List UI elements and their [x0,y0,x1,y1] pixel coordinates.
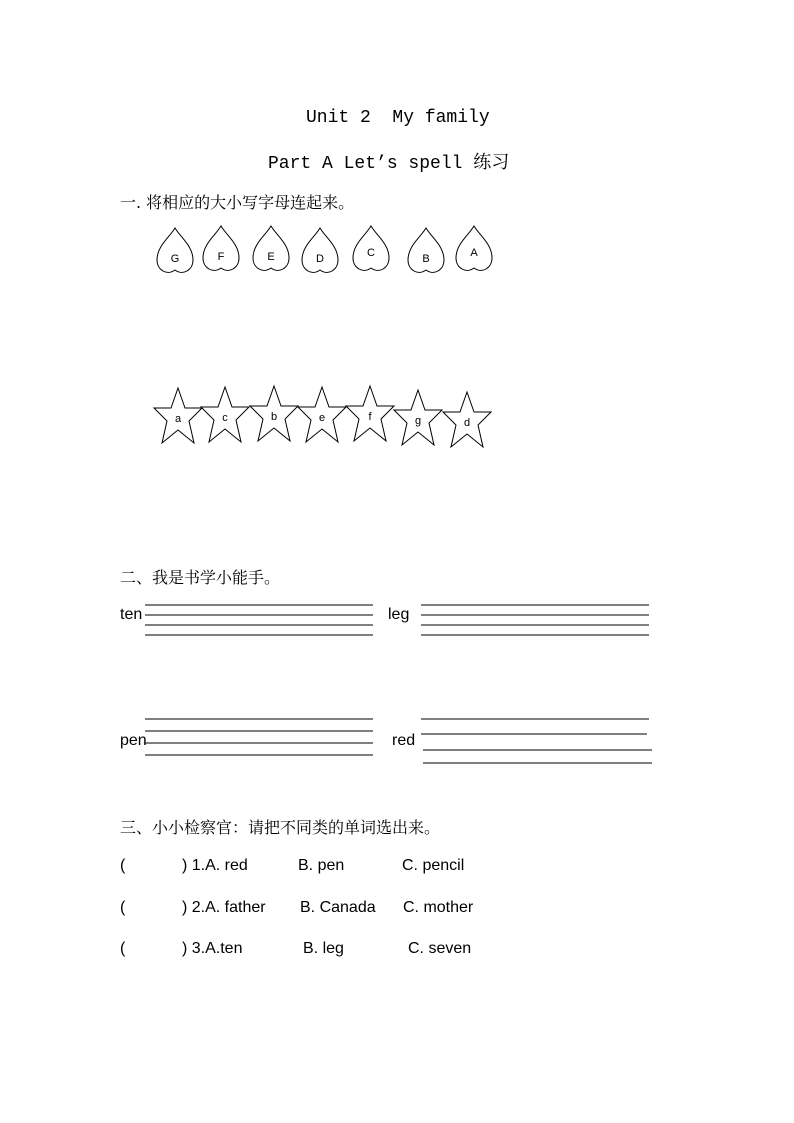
section2-heading: 二、我是书学小能手。 [120,568,281,587]
star-letter-e: e [318,412,326,424]
heart-shape-d[interactable] [302,228,338,272]
word-red: red [392,732,416,749]
star-letter-c: c [222,412,228,424]
star-letter-f: f [368,411,372,423]
star-letter-g: g [414,415,422,427]
section3-heading: 三、小小检察官：请把不同类的单词选出来。 [120,818,441,837]
star-shape-e[interactable] [298,387,346,442]
page-title: Unit 2 My family [306,108,490,128]
star-shape-a[interactable] [154,388,202,443]
star-shape-b[interactable] [250,386,298,441]
question-3-option-a: ) 3.A.ten [182,940,243,957]
question-1-option-c: C. pencil [402,857,465,874]
writing-lines-ten[interactable] [143,600,375,640]
heart-shape-g[interactable] [157,228,193,272]
heart-letter-e: E [267,251,275,263]
star-letters [150,380,500,460]
writing-lines-pen[interactable] [143,714,375,760]
heart-letter-c: C [367,247,375,259]
star-letter-a: a [174,413,182,425]
writing-lines-leg[interactable] [419,600,651,640]
page-subtitle: Part A Let’s spell 练习 [268,154,510,174]
question-3-option-c: C. seven [408,940,472,957]
question-3-option-b: B. leg [303,940,344,957]
heart-shape-b[interactable] [408,228,444,272]
star-letter-b: b [270,411,278,423]
heart-letters [150,222,500,282]
writing-lines-red[interactable] [419,714,655,768]
star-shape-f[interactable] [346,386,394,441]
word-leg: leg [388,606,410,623]
star-shape-g[interactable] [394,390,442,445]
heart-letter-f: F [217,251,225,263]
section1-heading: 一. 将相应的大小写字母连起来。 [120,193,355,212]
heart-shape-e[interactable] [253,226,289,270]
heart-letter-d: D [316,253,324,265]
heart-letter-g: G [170,253,180,265]
star-shape-c[interactable] [201,387,249,442]
heart-letter-a: A [470,247,478,259]
word-ten: ten [120,606,143,623]
star-letter-d: d [463,417,471,429]
answer-paren-1[interactable]: ( [120,857,126,874]
question-2-option-b: B. Canada [300,899,376,916]
question-1-option-a: ) 1.A. red [182,857,248,874]
heart-shape-f[interactable] [203,226,239,270]
answer-paren-3[interactable]: ( [120,940,126,957]
answer-paren-2[interactable]: ( [120,899,126,916]
heart-shape-a[interactable] [456,226,492,270]
word-pen: pen [120,732,147,749]
question-2-option-a: ) 2.A. father [182,899,266,916]
star-shape-d[interactable] [443,392,491,447]
heart-letter-b: B [422,253,430,265]
question-1-option-b: B. pen [298,857,345,874]
heart-shape-c[interactable] [353,226,389,270]
question-2-option-c: C. mother [403,899,474,916]
